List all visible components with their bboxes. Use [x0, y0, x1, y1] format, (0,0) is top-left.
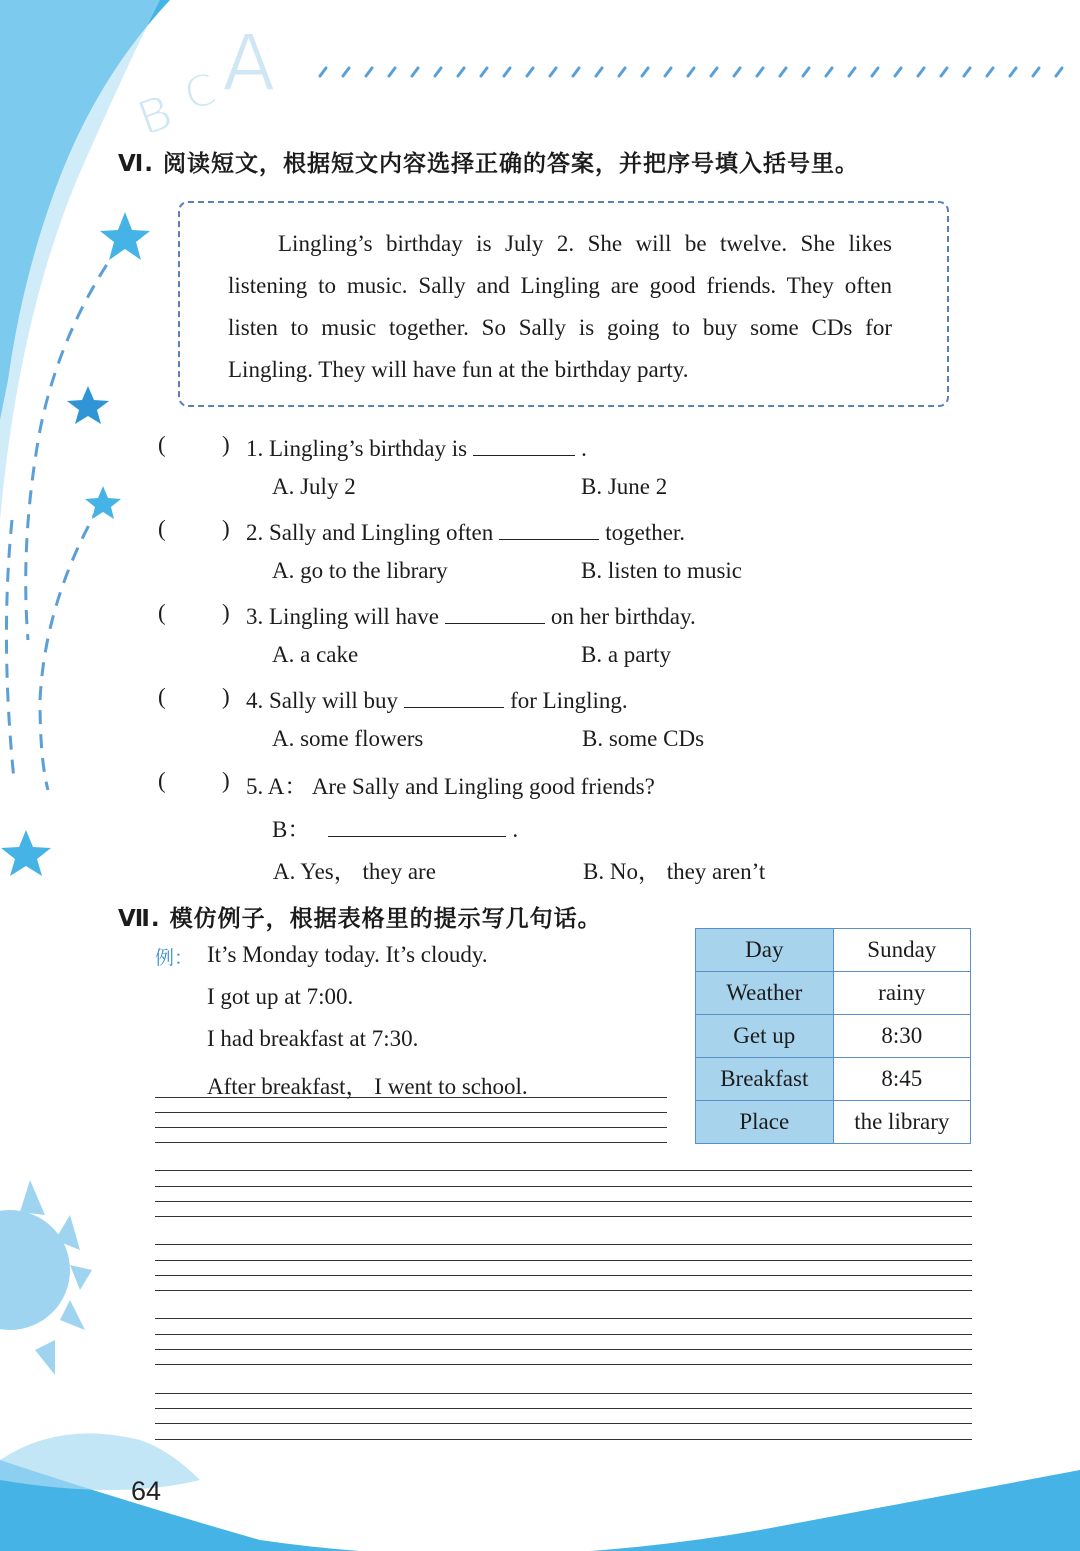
table-row	[696, 929, 971, 972]
star-icon	[67, 386, 109, 424]
answer-paren-open: (	[158, 432, 166, 457]
table-key: Breakfast	[696, 1058, 834, 1101]
fill-blank[interactable]	[473, 432, 575, 456]
writing-line[interactable]	[155, 1244, 972, 1245]
fill-blank[interactable]	[445, 600, 545, 624]
example-label: 例：	[155, 947, 194, 969]
table-value: the library	[833, 1101, 970, 1144]
star-trail-2	[40, 505, 100, 790]
answer-paren-open: (	[158, 600, 166, 625]
star-trail-1	[26, 245, 120, 640]
fill-blank[interactable]	[404, 684, 504, 708]
reading-passage: Lingling’s birthday is July 2. She will be twelve. She likes listening to music. Sally and Lingling are good friends. They often listen to music together. So Sally is going to buy some CDs for Lingling. They will have fun at the birthday party.	[228, 231, 892, 382]
table-key: Place	[696, 1101, 834, 1144]
table-value: 8:30	[833, 1015, 970, 1058]
svg-text:C: C	[179, 63, 222, 121]
table-row	[696, 1058, 971, 1101]
option-b: B. June 2	[581, 474, 668, 499]
writing-line[interactable]	[155, 1186, 972, 1187]
writing-line[interactable]	[155, 1142, 667, 1143]
sun-decoration	[0, 1180, 92, 1375]
writing-line[interactable]	[155, 1393, 972, 1394]
option-b: B. a party	[581, 642, 672, 667]
option-a: A. Yes， they are	[273, 859, 436, 884]
question-text	[246, 432, 587, 462]
answer-paren-close: )	[222, 516, 230, 541]
writing-line[interactable]	[155, 1364, 972, 1365]
table-row	[696, 1015, 971, 1058]
section-6-title: Ⅵ. 阅读短文，根据短文内容选择正确的答案，并把序号填入括号里。	[118, 151, 860, 177]
fill-blank[interactable]	[499, 516, 599, 540]
option-a: A. some flowers	[272, 726, 424, 751]
writing-line[interactable]	[155, 1216, 972, 1217]
question-before: 4. Sally will buy	[246, 688, 399, 713]
answer-paren-close: )	[222, 684, 230, 709]
question-after: together.	[605, 520, 686, 545]
fill-blank[interactable]	[328, 813, 506, 837]
table-value: rainy	[833, 972, 970, 1015]
table-row	[696, 1101, 971, 1144]
answer-paren-close: )	[222, 432, 230, 457]
writing-line[interactable]	[155, 1201, 972, 1202]
abc-logo-graphic	[130, 12, 280, 132]
option-b: B. some CDs	[582, 726, 705, 751]
table-key: Day	[696, 929, 834, 972]
example-line: I had breakfast at 7:30.	[207, 1026, 419, 1051]
table-key: Weather	[696, 972, 834, 1015]
writing-line[interactable]	[155, 1275, 972, 1276]
answer-paren-close: )	[222, 600, 230, 625]
writing-line[interactable]	[155, 1408, 972, 1409]
writing-line[interactable]	[155, 1349, 972, 1350]
writing-line[interactable]	[155, 1097, 667, 1098]
star-icon	[85, 486, 121, 519]
question-after: .	[512, 817, 519, 842]
option-b: B. No， they aren’t	[583, 859, 766, 884]
star-trail-3	[6, 520, 14, 780]
section-7-title: Ⅶ. 模仿例子，根据表格里的提示写几句话。	[118, 906, 602, 932]
question-before: 3. Lingling will have	[246, 604, 439, 629]
option-b: B. listen to music	[581, 558, 742, 583]
option-a: A. July 2	[272, 474, 356, 499]
answer-paren-open: (	[158, 684, 166, 709]
question-text	[246, 684, 628, 714]
writing-line[interactable]	[155, 1334, 972, 1335]
abc-logo	[130, 12, 280, 132]
page-number: 64	[131, 1476, 162, 1506]
table-value: Sunday	[833, 929, 970, 972]
svg-text:A: A	[222, 19, 276, 109]
table-value: 8:45	[833, 1058, 970, 1101]
example-line: It’s Monday today. It’s cloudy.	[207, 942, 488, 967]
dialog-b-line	[272, 811, 518, 844]
question-after: for Lingling.	[510, 688, 628, 713]
info-table	[695, 928, 971, 1144]
svg-text:B: B	[130, 83, 181, 132]
question-text: 5. A： Are Sally and Lingling good friends?	[246, 774, 655, 799]
writing-line[interactable]	[155, 1423, 972, 1424]
table-row	[696, 972, 971, 1015]
writing-line[interactable]	[155, 1290, 972, 1291]
option-a: A. a cake	[272, 642, 359, 667]
writing-line[interactable]	[155, 1318, 972, 1319]
answer-paren-close: )	[222, 768, 230, 793]
question-before: 1. Lingling’s birthday is	[246, 436, 468, 461]
option-a: A. go to the library	[272, 558, 448, 583]
question-after: on her birthday.	[550, 604, 696, 629]
writing-line[interactable]	[155, 1112, 667, 1113]
question-text	[246, 516, 685, 546]
question-before: 2. Sally and Lingling often	[246, 520, 494, 545]
star-icon	[1, 830, 51, 876]
question-text	[246, 600, 696, 630]
writing-line[interactable]	[155, 1170, 972, 1171]
example-line: I got up at 7:00.	[207, 984, 354, 1009]
example-line: After breakfast， I went to school.	[207, 1074, 528, 1099]
bottom-wave-light	[0, 1433, 200, 1490]
writing-line[interactable]	[155, 1127, 667, 1128]
answer-paren-open: (	[158, 768, 166, 793]
answer-paren-open: (	[158, 516, 166, 541]
star-icon	[100, 212, 150, 260]
writing-line[interactable]	[155, 1439, 972, 1440]
speaker-b-label: B：	[272, 817, 311, 842]
question-after: .	[581, 436, 587, 461]
top-dash-stripe	[320, 68, 1062, 76]
table-key: Get up	[696, 1015, 834, 1058]
writing-line[interactable]	[155, 1260, 972, 1261]
